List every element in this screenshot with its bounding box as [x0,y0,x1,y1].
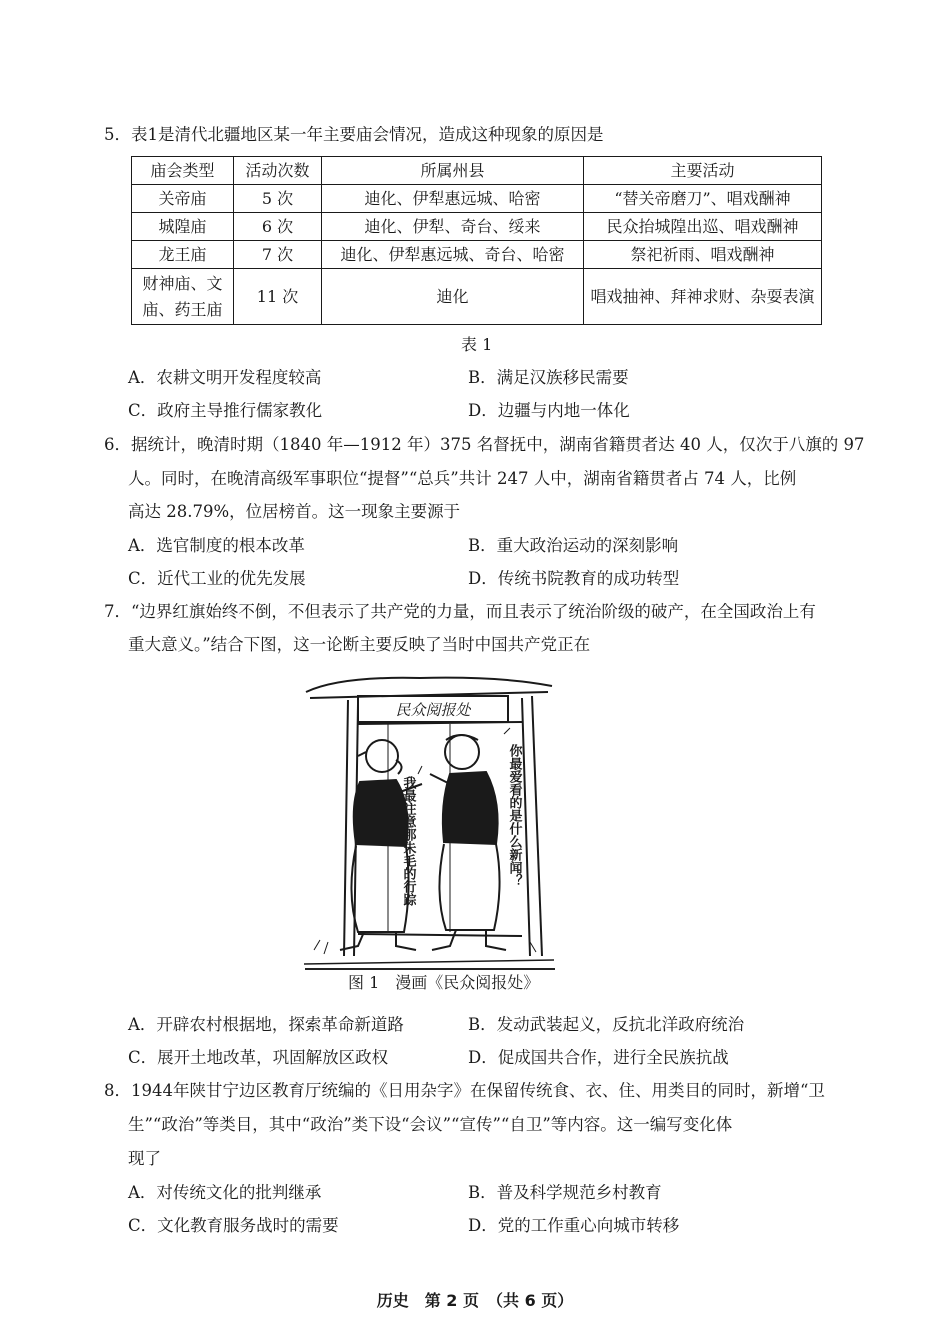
cartoon-left-speech: 我最注意那朱毛的行踪 [400,776,416,906]
q7-option-d: D．促成国共合作，进行全民族抗战 [468,1048,729,1067]
table-1 [131,156,822,325]
q7-option-b: B．发动武装起义，反抗北洋政府统治 [468,1015,745,1034]
q5-option-b: B．满足汉族移民需要 [468,368,629,387]
table-cell: 11 次 [234,269,322,325]
q8-option-a: A．对传统文化的批判继承 [128,1183,322,1202]
q6-line-1: 6．据统计，晚清时期（1840 年—1912 年）375 名督抚中，湖南省籍贯者达 40 人，仅次于八旗的 97 [104,435,865,454]
table-cell: 财神庙、文庙、药王庙 [132,269,234,325]
q7-option-a: A．开辟农村根据地，探索革命新道路 [128,1015,404,1034]
table-caption: 表 1 [461,335,493,354]
table-cell: 迪化、伊犁惠远城、奇台、哈密 [322,241,584,269]
table-header-cell: 活动次数 [234,157,322,185]
table-cell: 城隍庙 [132,213,234,241]
table-row [132,213,822,241]
table-cell: 祭祀祈雨、唱戏酬神 [584,241,822,269]
table-cell: 迪化、伊犁、奇台、绥来 [322,213,584,241]
table-cell: 迪化、伊犁惠远城、哈密 [322,185,584,213]
figure-divider [305,968,555,970]
table-cell: 迪化 [322,269,584,325]
q6-option-a: A．选官制度的根本改革 [128,536,305,555]
table-row [132,185,822,213]
q7-option-c: C．展开土地改革，巩固解放区政权 [128,1048,389,1067]
table-cell: 5 次 [234,185,322,213]
table-header-cell: 主要活动 [584,157,822,185]
q8-line-2: 生”“政治”等类目，其中“政治”类下设“会议”“宣传”“自卫”等内容。这一编写变化体 [128,1115,733,1134]
table-cell: 关帝庙 [132,185,234,213]
q6-option-c: C．近代工业的优先发展 [128,569,306,588]
q8-line-3: 现了 [128,1149,161,1168]
q7-line-1: 7．“边界红旗始终不倒，不但表示了共产党的力量，而且表示了统治阶级的破产，在全国政治上有 [104,602,816,621]
q6-option-d: D．传统书院教育的成功转型 [468,569,680,588]
cartoon-right-speech: 你最爱看的是什么新闻？ [506,744,522,887]
q8-option-d: D．党的工作重心向城市转移 [468,1216,680,1235]
table-cell: 龙王庙 [132,241,234,269]
q6-line-2: 人。同时，在晚清高级军事职位“提督”“总兵”共计 247 人中，湖南省籍贯者占 74 人，比例 [128,469,797,488]
page-footer: 历史 第 2 页 （共 6 页） [376,1291,574,1310]
q8-option-b: B．普及科学规范乡村教育 [468,1183,662,1202]
table-header-cell: 庙会类型 [132,157,234,185]
table-cell: “替关帝磨刀”、唱戏酬神 [584,185,822,213]
table-cell: 唱戏抽神、拜神求财、杂耍表演 [584,269,822,325]
table-row [132,241,822,269]
q6-line-3: 高达 28.79%，位居榜首。这一现象主要源于 [128,502,461,521]
q8-line-1: 8．1944年陕甘宁边区教育厅统编的《日用杂字》在保留传统食、衣、住、用类目的同时，新增“卫 [104,1081,825,1100]
q5-option-d: D．边疆与内地一体化 [468,401,630,420]
q5-option-a: A．农耕文明开发程度较高 [128,368,322,387]
q5-stem: 5．表1是清代北疆地区某一年主要庙会情况，造成这种现象的原因是 [104,125,604,144]
q7-line-2: 重大意义。”结合下图，这一论断主要反映了当时中国共产党正在 [128,635,591,654]
q8-option-c: C．文化教育服务战时的需要 [128,1216,339,1235]
cartoon-illustration [300,674,558,968]
q5-option-c: C．政府主导推行儒家教化 [128,401,323,420]
cartoon-sign: 民众阅报处 [395,701,471,719]
table-cell: 6 次 [234,213,322,241]
q6-option-b: B．重大政治运动的深刻影响 [468,536,679,555]
table-row [132,269,822,325]
figure-caption: 图 1 漫画《民众阅报处》 [348,973,540,992]
table-cell: 7 次 [234,241,322,269]
table-header-cell: 所属州县 [322,157,584,185]
table-header-row [132,157,822,185]
table-cell: 民众抬城隍出巡、唱戏酬神 [584,213,822,241]
